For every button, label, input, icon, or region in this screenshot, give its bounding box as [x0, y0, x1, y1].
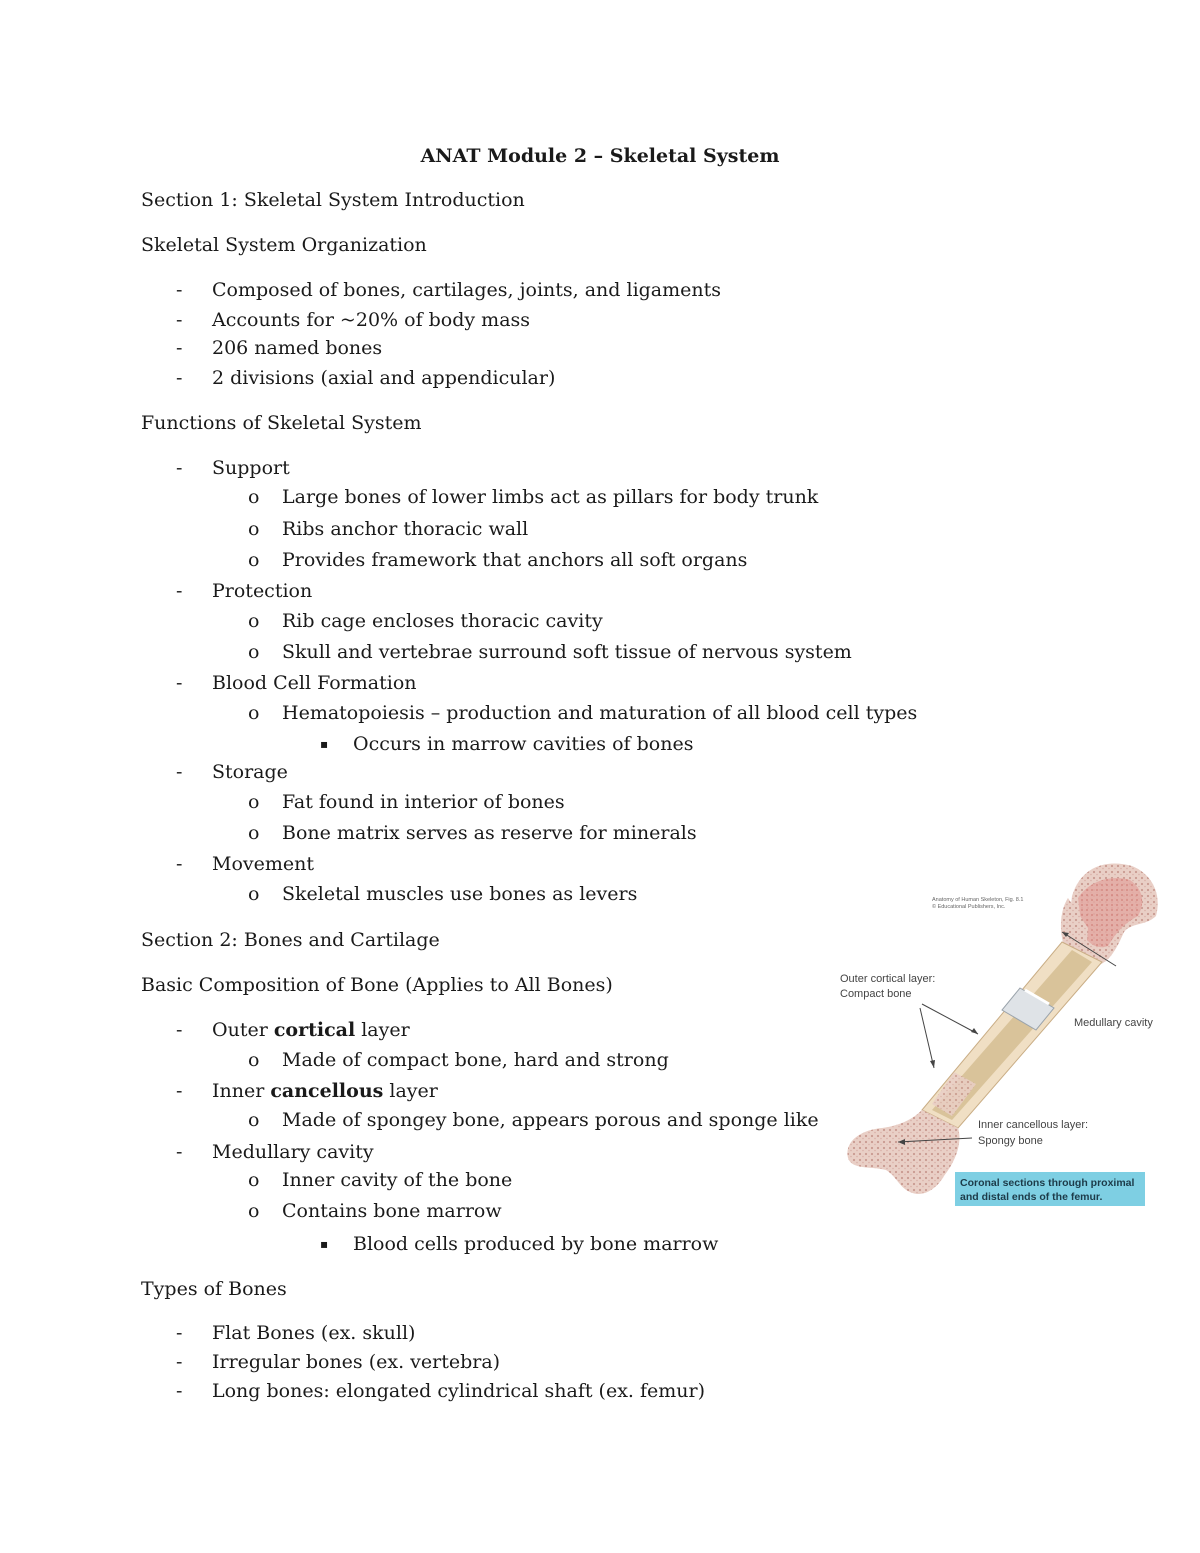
circle-bullet: o	[248, 641, 260, 663]
outer-layer-label-1: Outer cortical layer:	[840, 973, 936, 985]
dash-bullet: -	[176, 1351, 183, 1373]
circle-bullet: o	[248, 1200, 260, 1222]
sub-list-item: o Bone matrix serves as reserve for minerals	[248, 822, 697, 844]
sub-list-item: o Rib cage encloses thoracic cavity	[248, 610, 603, 632]
dash-bullet: -	[176, 853, 183, 875]
distal-end	[847, 1110, 959, 1194]
sub-list-item: o Provides framework that anchors all soft organs	[248, 549, 748, 571]
square-bullet: ▪	[320, 737, 329, 751]
dash-bullet: -	[176, 457, 183, 479]
dash-bullet: -	[176, 580, 183, 602]
list-item: - Accounts for ~20% of body mass	[176, 309, 531, 331]
outer-layer-label-2: Compact bone	[840, 988, 912, 1000]
types-heading: Types of Bones	[141, 1278, 287, 1300]
femur-illustration	[840, 858, 1190, 1218]
list-item-movement: - Movement	[176, 853, 315, 875]
circle-bullet: o	[248, 702, 260, 724]
circle-bullet: o	[248, 610, 260, 632]
dash-bullet: -	[176, 761, 183, 783]
list-item-support: - Support	[176, 457, 290, 479]
dash-bullet: -	[176, 1141, 183, 1163]
circle-bullet: o	[248, 1169, 260, 1191]
medullary-cavity-label: Medullary cavity	[1074, 1017, 1153, 1029]
list-item: - Flat Bones (ex. skull)	[176, 1322, 416, 1344]
inner-layer-label-1: Inner cancellous layer:	[978, 1119, 1089, 1131]
dash-bullet: -	[176, 1380, 183, 1402]
organization-heading: Skeletal System Organization	[141, 234, 427, 256]
circle-bullet: o	[248, 549, 260, 571]
dash-bullet: -	[176, 1322, 183, 1344]
femoral-head-marrow	[1078, 878, 1142, 947]
list-item-blood-cell-formation: - Blood Cell Formation	[176, 672, 417, 694]
sub-list-item: o Hematopoiesis – production and maturation of all blood cell types	[248, 702, 918, 724]
section-1-heading: Section 1: Skeletal System Introduction	[141, 189, 525, 211]
dash-bullet: -	[176, 279, 183, 301]
figure-caption-line-1: Coronal sections through proximal	[960, 1177, 1135, 1189]
dash-bullet: -	[176, 367, 183, 389]
list-item-inner-layer: - Inner cancellous layer	[176, 1080, 438, 1102]
document-title: ANAT Module 2 – Skeletal System	[420, 145, 780, 167]
sub-list-item: o Fat found in interior of bones	[248, 791, 565, 813]
functions-heading: Functions of Skeletal System	[141, 412, 422, 434]
circle-bullet: o	[248, 1109, 260, 1131]
sub-list-item: o Skull and vertebrae surround soft tissue of nervous system	[248, 641, 852, 663]
list-item: - Composed of bones, cartilages, joints, and ligaments	[176, 279, 722, 301]
circle-bullet: o	[248, 822, 260, 844]
list-item: - Long bones: elongated cylindrical shaft (ex. femur)	[176, 1380, 706, 1402]
list-item-protection: - Protection	[176, 580, 313, 602]
sub-list-item: o Inner cavity of the bone	[248, 1169, 513, 1191]
sub-list-item: o Ribs anchor thoracic wall	[248, 518, 529, 540]
sub-list-item: o Large bones of lower limbs act as pillars for body trunk	[248, 486, 819, 508]
sub-list-item: o Contains bone marrow	[248, 1200, 502, 1222]
dash-bullet: -	[176, 337, 183, 359]
figure-credit-line-2: © Educational Publishers, Inc.	[932, 904, 1006, 910]
square-bullet: ▪	[320, 1237, 329, 1251]
composition-heading: Basic Composition of Bone (Applies to All Bones)	[141, 974, 613, 996]
circle-bullet: o	[248, 518, 260, 540]
dash-bullet: -	[176, 672, 183, 694]
circle-bullet: o	[248, 883, 260, 905]
sub-sub-list-item: ▪ Blood cells produced by bone marrow	[320, 1233, 719, 1255]
figure-credit-line-1: Anatomy of Human Skeleton, Fig. 8.1	[932, 897, 1024, 903]
list-item-storage: - Storage	[176, 761, 288, 783]
sub-sub-list-item: ▪ Occurs in marrow cavities of bones	[320, 733, 694, 755]
sub-list-item: o Skeletal muscles use bones as levers	[248, 883, 638, 905]
sub-list-item: o Made of spongey bone, appears porous and sponge like	[248, 1109, 819, 1131]
list-item-medullary-cavity: - Medullary cavity	[176, 1141, 374, 1163]
circle-bullet: o	[248, 1049, 260, 1071]
sub-list-item: o Made of compact bone, hard and strong	[248, 1049, 669, 1071]
inner-layer-label-2: Spongy bone	[978, 1135, 1043, 1147]
figure-caption-line-2: and distal ends of the femur.	[960, 1191, 1103, 1203]
dash-bullet: -	[176, 309, 183, 331]
list-item: - 2 divisions (axial and appendicular)	[176, 367, 556, 389]
circle-bullet: o	[248, 791, 260, 813]
list-item: - Irregular bones (ex. vertebra)	[176, 1351, 501, 1373]
dash-bullet: -	[176, 1019, 183, 1041]
list-item-outer-layer: - Outer cortical layer	[176, 1019, 410, 1041]
section-2-heading: Section 2: Bones and Cartilage	[141, 929, 440, 951]
list-item: - 206 named bones	[176, 337, 383, 359]
circle-bullet: o	[248, 486, 260, 508]
dash-bullet: -	[176, 1080, 183, 1102]
